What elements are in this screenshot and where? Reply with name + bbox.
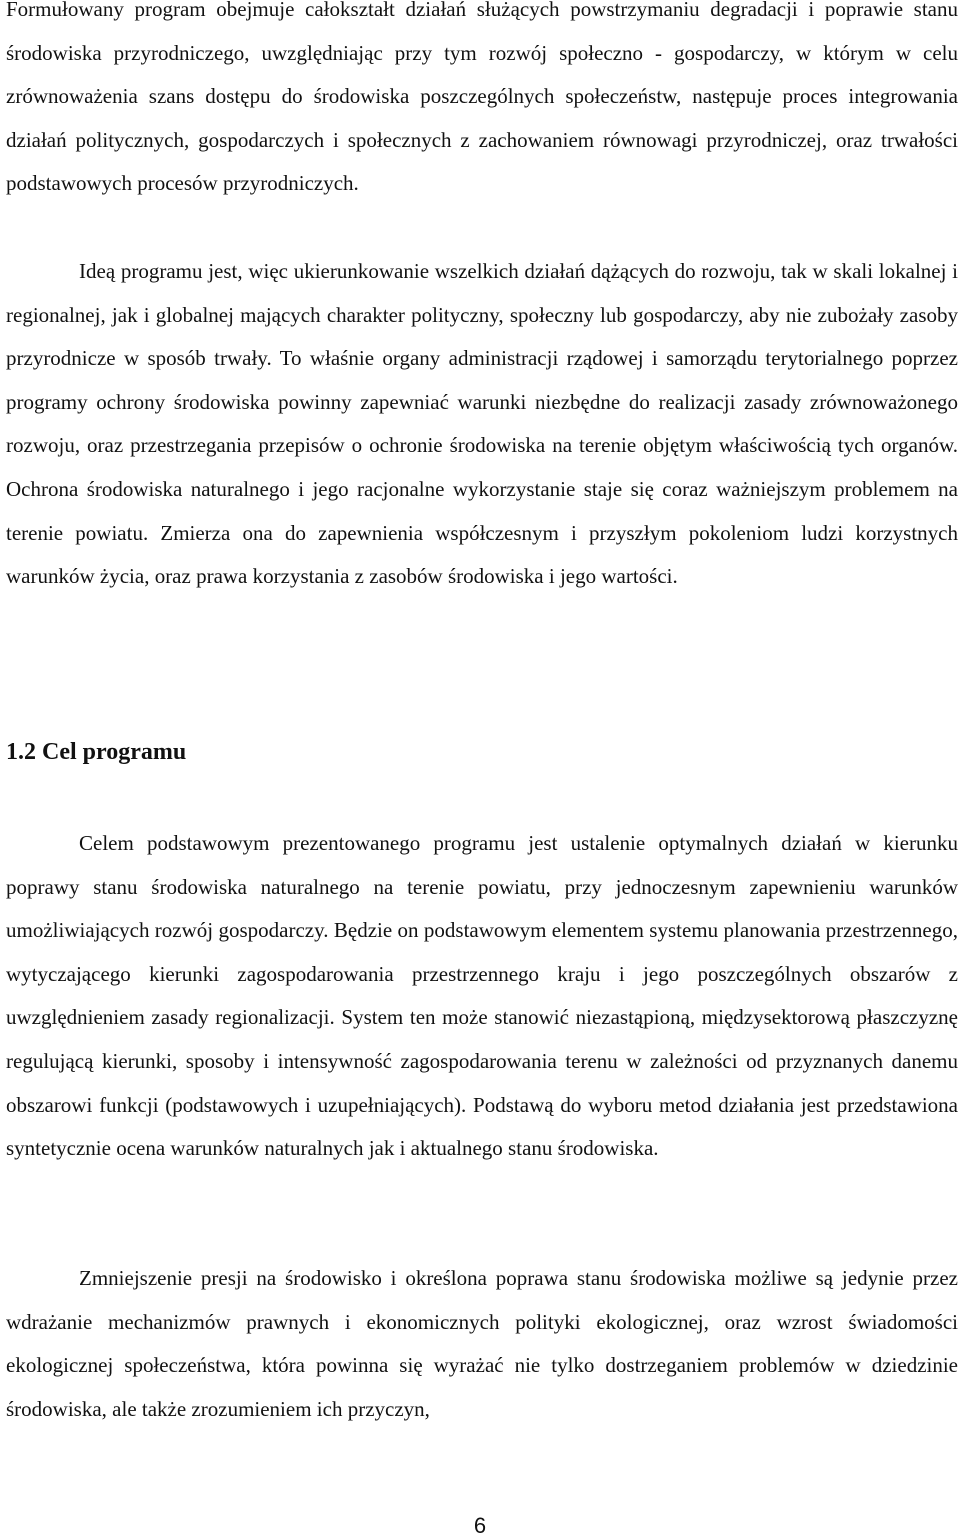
- page-number: 6: [473, 1513, 487, 1538]
- paragraph-program-goal: Celem podstawowym prezentowanego programu jest ustalenie optymalnych działań w kierunku poprawy stanu środowiska naturalnego na terenie powiatu, przy jednoczesnym zapewnieniu warunków umożliwiających rozwój gospodarczy. Będzie on podstawowym elementem systemu planowania przestrzennego, wytyczającego kierunki zagospodarowania przestrzennego kraju i jego poszczególnych obszarów z uwzględnieniem zasady regionalizacji. System ten może stanowić niezastąpioną, międzysektorową płaszczyznę regulującą kierunki, sposoby i intensywność zagospodarowania terenu w zależności od przyznanych danemu obszarowi funkcji (podstawowych i uzupełniających). Podstawą do wyboru metod działania jest przedstawiona syntetycznie ocena warunków naturalnych jak i aktualnego stanu środowiska.: [6, 831, 958, 1161]
- section-heading: 1.2 Cel programu: [6, 739, 187, 765]
- paragraph-program-idea: Ideą programu jest, więc ukierunkowanie wszelkich działań dążących do rozwoju, tak w skali lokalnej i regionalnej, jak i globalnej mających charakter polityczny, społeczny lub gospodarczy, aby nie zubożały zasoby przyrodnicze w sposób trwały. To właśnie organy administracji rządowej i samorządu terytorialnego poprzez programy ochrony środowiska powinny zapewniać warunki niezbędne do realizacji zasady zrównoważonego rozwoju, oraz przestrzegania przepisów o ochronie środowiska na terenie objętym właściwością tych organów. Ochrona środowiska naturalnego i jego racjonalne wykorzystanie staje się coraz ważniejszym problemem na terenie powiatu. Zmierza ona do zapewnienia współczesnym i przyszłym pokoleniom ludzi korzystnych warunków życia, oraz prawa korzystania z zasobów środowiska i jego wartości.: [6, 259, 958, 589]
- paragraph-program-scope: Formułowany program obejmuje całokształt działań służących powstrzymaniu degradacji i poprawie stanu środowiska przyrodniczego, uwzględniając przy tym rozwój społeczno - gospodarczy, w którym w celu zrównoważenia szans dostępu do środowiska poszczególnych społeczeństw, następuje proces integrowania działań politycznych, gospodarczych i społecznych z zachowaniem równowagi przyrodniczej, oraz trwałości podstawowych procesów przyrodniczych.: [6, 0, 958, 196]
- paragraph-pressure-reduction: Zmniejszenie presji na środowisko i określona poprawa stanu środowiska możliwe są jedynie przez wdrażanie mechanizmów prawnych i ekonomicznych polityki ekologicznej, oraz wzrost świadomości ekologicznej społeczeństwa, która powinna się wyrażać nie tylko dostrzeganiem problemów w dziedzinie środowiska, ale także zrozumieniem ich przyczyn,: [6, 1266, 958, 1421]
